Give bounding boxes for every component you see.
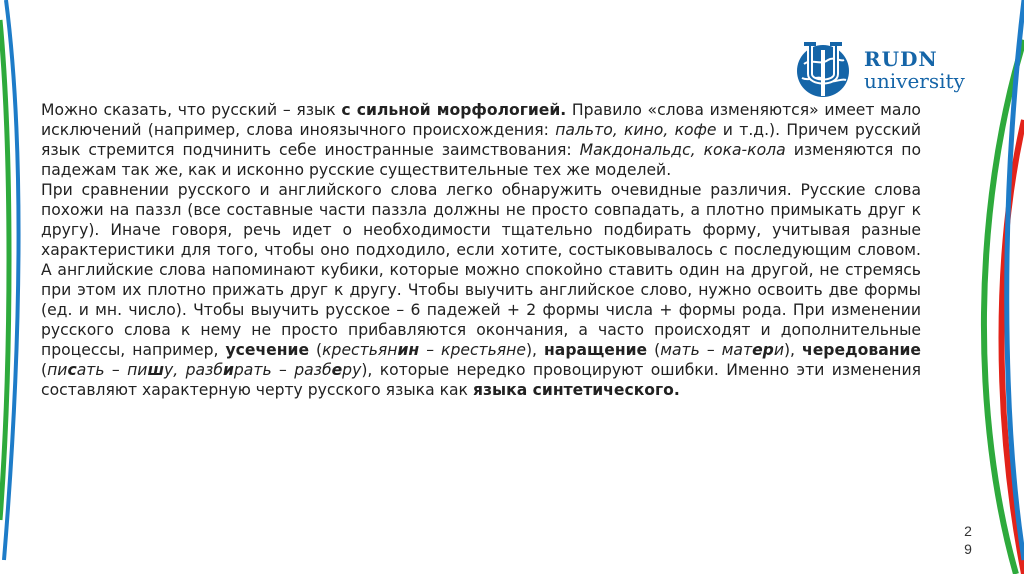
text: Правило «слова изменяются» имеет мало исключений (например, слова иноязычного происхождения: — [41, 101, 921, 139]
right-blue-swoosh — [1007, 0, 1024, 560]
logo-wordmark — [864, 49, 965, 91]
text: При сравнении русского и английского слова легко обнаружить очевидные различия. Русские слова похожи на паззл (все составные части паззла должны не просто совпадать, а плотно примыкать друг к другу). Иначе говоря, речь идет о необходимости тщательно подбирать форму, учитывая разные характеристики для того, чтобы оно подходило, если хотите, состыковывалось с последующим словом. А английские слова напоминают кубики, которые можно спокойно ставить один на другой, не стремясь при этом их плотно прижать друг к другу. Чтобы выучить английское слово, нужно освоить две формы (ед. и мн. число). Чтобы выучить русское – 6 падежей + 2 формы числа + формы рода. При изменении русского слова к нему не просто прибавляются окончания, а часто происходят и дополнительные процессы, например, — [41, 181, 921, 359]
italic-text: у, — [164, 361, 186, 379]
page-number-digit: 2 — [964, 523, 972, 539]
rudn-logo — [790, 38, 990, 102]
italic-text: мать — [660, 341, 700, 359]
bold-term-sintetichesky: языка синтетического. — [472, 381, 680, 399]
left-green-swoosh — [0, 20, 9, 520]
italic-text: мат — [721, 341, 753, 359]
left-blue-swoosh — [4, 0, 19, 560]
bold-italic-text: ш — [147, 361, 165, 379]
page-number-digit: 9 — [964, 541, 972, 557]
text: и т.д.). Причем русский язык стремится подчинить себе иностранные заимствования: — [41, 121, 921, 159]
rudn-globe-icon — [790, 38, 856, 102]
right-green-swoosh — [984, 40, 1024, 574]
paragraph-2: При сравнении русского и английского слова легко обнаружить очевидные различия. Русские слова похожи на паззл (все составные части паззла должны не просто совпадать, а плотно примыкать друг к другу). Иначе говоря, речь идет о необходимости тщательно подбирать форму, учитывая разные характеристики для того, чтобы оно подходило, если хотите, состыковывалось с последующим словом. А английские слова напоминают кубики, которые можно спокойно ставить один на другой, не стремясь при этом их плотно прижать друг к другу. Чтобы выучить английское слово, нужно освоить две формы (ед. и мн. число). Чтобы выучить русское – 6 падежей + 2 формы числа + формы рода. При изменении русского слова к нему не просто прибавляются окончания, а часто происходят и дополнительные процессы, например, усечение (крестьянин – крестьяне), наращение (мать – матери), чередование (писать – пишу, разбирать – разберу), которые нередко провоцируют ошибки. Именно эти изменения составляют характерную черту русского языка как языка синтетического. — [41, 181, 922, 399]
right-red-swoosh — [1002, 120, 1024, 574]
italic-text: и — [773, 341, 784, 359]
italic-text: ру — [342, 361, 362, 379]
bold-italic-text: ин — [397, 341, 420, 359]
italic-text: Макдональдс, кока-кола — [579, 141, 786, 159]
bold-term-usechenie: усечение — [225, 341, 310, 359]
italic-text: разб — [294, 361, 332, 379]
bold-italic-text: е — [331, 361, 343, 379]
bold-italic-text: и — [222, 361, 234, 379]
paragraph-1 — [41, 100, 921, 180]
italic-text: пи — [47, 361, 68, 379]
bold-text: с сильной морфологией. — [341, 101, 567, 119]
italic-text: ать — [76, 361, 105, 379]
bold-term-narashchenie: наращение — [544, 341, 648, 359]
logo-rudn: RUDN — [864, 47, 938, 71]
bold-term-cheredovanie: чередование — [802, 341, 922, 359]
italic-text: крестьян — [322, 341, 398, 359]
text: изменяются по падежам так же, как и исконно русские существительные тех же моделей. — [41, 141, 921, 179]
page-number — [962, 522, 974, 558]
italic-text: пальто, кино, кофе — [555, 121, 717, 139]
logo-university: university — [864, 69, 965, 93]
italic-text: разб — [185, 361, 223, 379]
bold-italic-text: ер — [752, 341, 774, 359]
bold-italic-text: с — [67, 361, 77, 379]
italic-text: рать — [233, 361, 272, 379]
text: Можно сказать, что русский – язык — [41, 101, 342, 119]
italic-text: пи — [127, 361, 148, 379]
slide-body — [41, 100, 921, 400]
italic-text: крестьяне — [441, 341, 526, 359]
